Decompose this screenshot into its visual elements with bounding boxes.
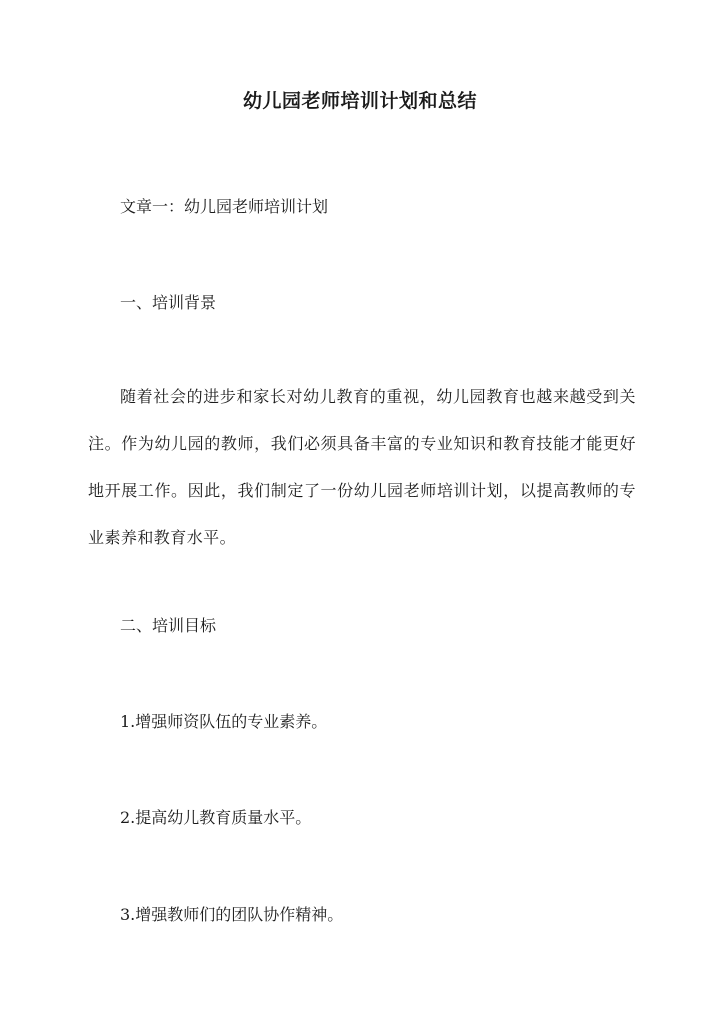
background-paragraph: 随着社会的进步和家长对幼儿教育的重视，幼儿园教育也越来越受到关注。作为幼儿园的教师，我们必须具备丰富的专业知识和教育技能才能更好地开展工作。因此，我们制定了一份幼儿园老师培训计划，以提高教师的专业素养和教育水平。: [88, 387, 636, 547]
goal-item-1: 1.增强师资队伍的专业素养。: [120, 712, 328, 731]
goal-item-2: 2.提高幼儿教育质量水平。: [120, 808, 312, 827]
goal-item-3: 3.增强教师们的团队协作精神。: [120, 905, 344, 924]
article-heading: 文章一：幼儿园老师培训计划: [120, 197, 329, 216]
document-title: 幼儿园老师培训计划和总结: [242, 90, 477, 112]
section-heading-goals: 二、培训目标: [120, 616, 217, 635]
section-heading-background: 一、培训背景: [120, 293, 217, 312]
